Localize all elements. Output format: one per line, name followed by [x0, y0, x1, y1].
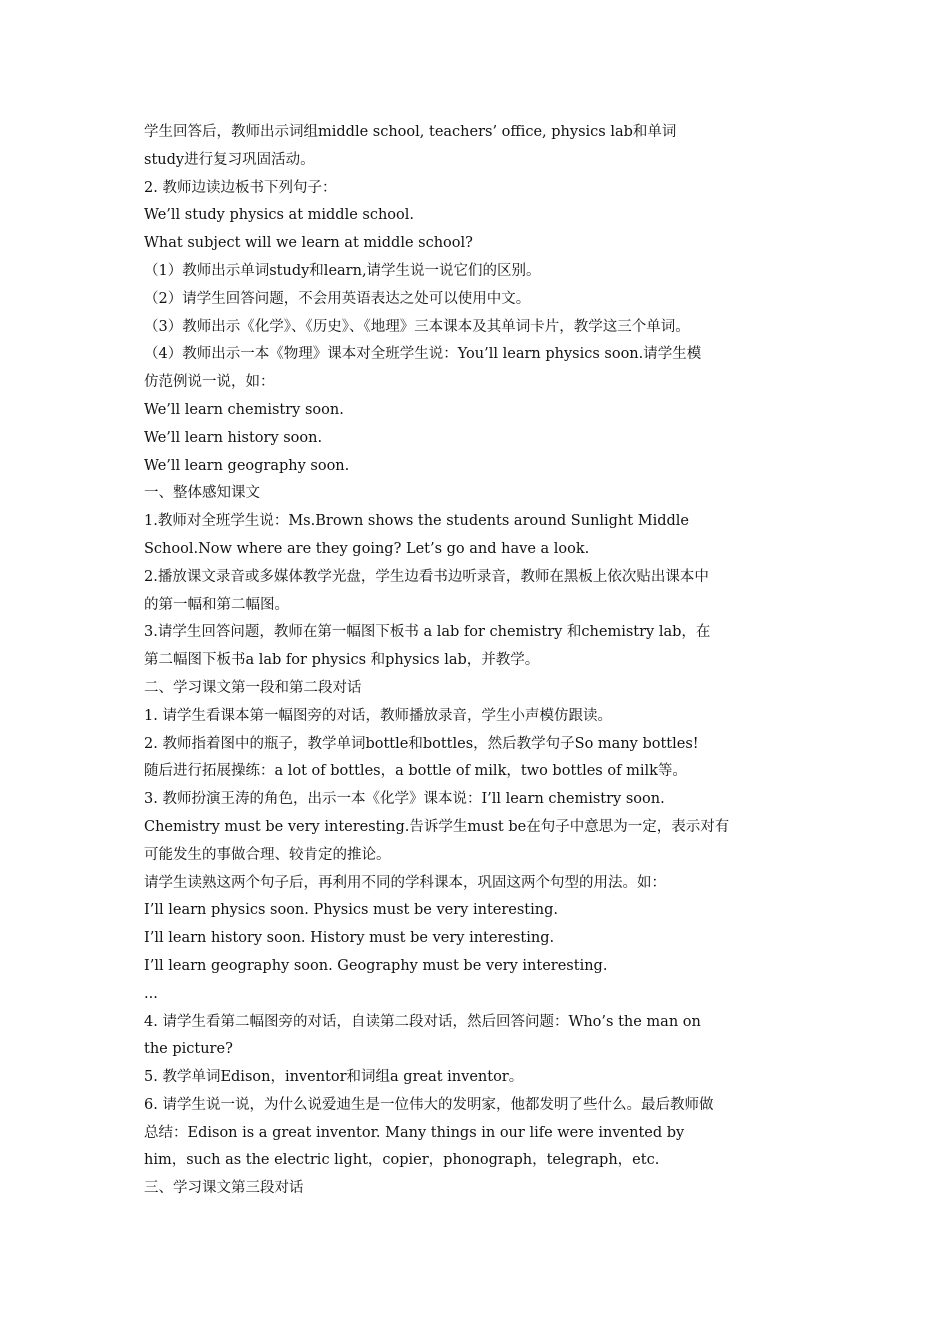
text-line: I’ll learn geography soon. Geography must be very interesting. — [144, 957, 608, 974]
text-line: I’ll learn physics soon. Physics must be very interesting. — [144, 902, 558, 919]
text-line: 随后进行拓展操练：a lot of bottles，a bottle of milk，two bottles of milk等。 — [144, 763, 687, 780]
text-line: him，such as the electric light，copier，phonograph，telegraph，etc. — [144, 1152, 660, 1169]
text-line: We’ll learn geography soon. — [144, 457, 350, 474]
text-line: 1. 请学生看课本第一幅图旁的对话，教师播放录音，学生小声模仿跟读。 — [144, 707, 612, 724]
text-line: We’ll learn chemistry soon. — [144, 401, 344, 418]
text-line: 3. 教师扮演王涛的角色，出示一本《化学》课本说：I’ll learn chemistry soon. — [144, 791, 665, 808]
text-line: （2）请学生回答问题，不会用英语表达之处可以使用中文。 — [144, 290, 531, 307]
text-line: ... — [144, 985, 158, 1002]
text-line: What subject will we learn at middle school? — [144, 235, 473, 252]
text-line: （4）教师出示一本《物理》课本对全班学生说：You’ll learn physics soon.请学生模 — [144, 346, 702, 363]
text-line: （3）教师出示《化学》、《历史》、《地理》三本课本及其单词卡片，教学这三个单词。 — [144, 318, 690, 335]
text-line: 总结：Edison is a great inventor. Many things in our life were invented by — [144, 1124, 685, 1141]
text-line: 的第一幅和第二幅图。 — [144, 596, 289, 613]
text-line: 可能发生的事做合理、较肯定的推论。 — [144, 846, 391, 863]
text-line: the picture? — [144, 1041, 233, 1058]
text-line: study进行复习巩固活动。 — [144, 151, 315, 168]
text-line: We’ll learn history soon. — [144, 429, 323, 446]
text-line: Chemistry must be very interesting.告诉学生must be在句子中意思为一定，表示对有 — [144, 818, 730, 835]
text-line: 1.教师对全班学生说：Ms.Brown shows the students around Sunlight Middle — [144, 513, 690, 530]
text-line: 第二幅图下板书a lab for physics 和physics lab，并教学。 — [144, 652, 540, 669]
text-line: 请学生读熟这两个句子后，再利用不同的学科课本，巩固这两个句型的用法。如： — [144, 874, 666, 891]
section-heading: 一、整体感知课文 — [144, 485, 260, 502]
text-line: School.Now where are they going? Let’s go and have a look. — [144, 540, 590, 557]
text-line: 5. 教学单词Edison，inventor和词组a great inventor。 — [144, 1069, 524, 1086]
text-line: 学生回答后，教师出示词组middle school, teachers’ office, physics lab和单词 — [144, 124, 677, 140]
section-heading: 三、学习课文第三段对话 — [144, 1180, 304, 1197]
text-line: I’ll learn history soon. History must be very interesting. — [144, 930, 555, 947]
text-line: 仿范例说一说，如： — [144, 374, 275, 391]
text-line: 2. 教师边读边板书下列句子： — [144, 179, 337, 196]
text-line: 6. 请学生说一说，为什么说爱迪生是一位伟大的发明家，他都发明了些什么。最后教师做 — [144, 1096, 714, 1113]
text-line: 2.播放课文录音或多媒体教学光盘，学生边看书边听录音，教师在黑板上依次贴出课本中 — [144, 568, 709, 585]
text-line: （1）教师出示单词study和learn,请学生说一说它们的区别。 — [144, 262, 541, 279]
document-body — [144, 119, 814, 1203]
text-line: 4. 请学生看第二幅图旁的对话，自读第二段对话，然后回答问题：Who’s the man on — [144, 1013, 701, 1030]
text-line: 2. 教师指着图中的瓶子，教学单词bottle和bottles，然后教学句子So many bottles! — [144, 735, 699, 752]
text-line: We’ll study physics at middle school. — [144, 207, 415, 224]
text-line: 3.请学生回答问题，教师在第一幅图下板书 a lab for chemistry 和chemistry lab，在 — [144, 624, 711, 641]
section-heading: 二、学习课文第一段和第二段对话 — [144, 679, 362, 696]
